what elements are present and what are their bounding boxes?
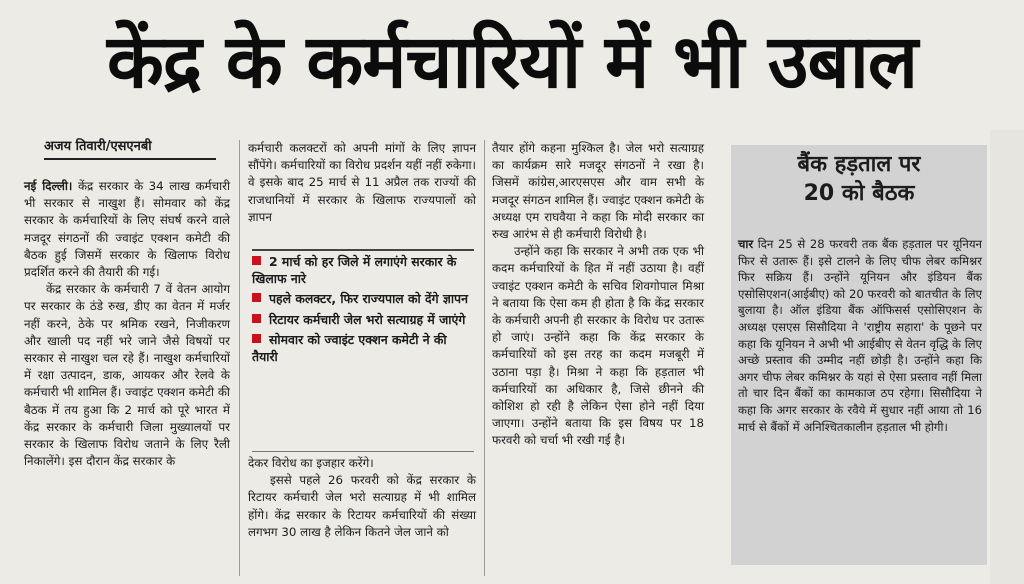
paragraph-text: केंद्र सरकार के 34 लाख कर्मचारी भी सरकार से नाखुश हैं। सोमवार को केंद्र सरकार के कर्मचारियों के लिए संघर्ष करने वाले मजदूर संगठनों की ज्वाइंट एक्शन कमेटी की बैठक हुई जिसमें सरकार के खिलाफ विरोध प्रदर्शित करने की तैयारी की गई। (24, 179, 231, 280)
bullet-square-icon (252, 293, 261, 302)
paragraph: इससे पहले 26 फरवरी को केंद्र सरकार के रिटायर कर्मचारी जेल भरो सत्याग्रह में भी शामिल होंगे। केंद्र सरकार के रिटायर कर्मचारियों की संख्या लगभग 30 लाख है लेकिन कितने जेल जाने को (248, 473, 476, 539)
headline: केंद्र के कर्मचारियों में भी उबाल (106, 19, 918, 105)
highlight-text: सोमवार को ज्वाइंट एक्शन कमेटी ने की तैयारी (252, 331, 447, 365)
dateline: नई दिल्ली। (24, 179, 73, 193)
column-1 (24, 178, 230, 470)
bullet-square-icon (252, 334, 261, 343)
box-body (738, 236, 982, 435)
box-title-line-2: 20 को बैठक (803, 181, 915, 206)
adjacent-page-edge (990, 130, 1024, 584)
column-2 (248, 140, 476, 226)
box-title (731, 150, 987, 208)
highlight-item (252, 311, 474, 328)
column-2-lower (248, 455, 476, 541)
bullet-square-icon (252, 314, 261, 323)
highlight-item (252, 253, 474, 287)
column-3 (492, 140, 704, 450)
highlights-box (252, 249, 474, 452)
paragraph: कर्मचारी कलक्टरों को अपनी मांगों के लिए ज्ञापन सौंपेंगे। कर्मचारियों का विरोध प्रदर्शन यहीं नहीं रुकेगा। वे इसके बाद 25 मार्च से 11 अप्रैल तक राज्यों की राजधानियों में सरकार के खिलाफ राज्यपालों को ज्ञापन (248, 141, 476, 224)
paragraph: तैयार होंगे कहना मुश्किल है। जेल भरो सत्याग्रह का कार्यक्रम सारे मजदूर संगठनों ने रखा है। जिसमें कांग्रेस,आरएसएस और वाम सभी के मजदूर संगठन शामिल हैं। ज्वाइंट एक्शन कमेटी के अध्यक्ष एम राघवैया ने कहा कि मोदी सरकार का रुख आरंभ से ही कर्मचारी विरोधी है। (492, 141, 704, 242)
lead-word: चार (738, 237, 754, 251)
paragraph: देकर विरोध का इजहार करेंगे। (248, 456, 374, 470)
highlight-item (252, 290, 474, 307)
byline: अजय तिवारी/एसएनबी (44, 136, 216, 160)
box-title-line-1: बैंक हड़ताल पर (797, 152, 921, 177)
paragraph (24, 178, 230, 281)
paragraph: केंद्र सरकार के कर्मचारी 7 वें वेतन आयोग पर सरकार के ठंडे रुख, डीए का वेतन में मर्जर नहीं करने, ठेके पर श्रमिक रखने, निजीकरण और खाली पद नहीं भरे जाने जैसे विषयों पर सरकार से नाखुश चल रहे हैं। नाखुश कर्मचारियों में रक्षा उत्पादन, डाक, आयकर और रेलवे के कर्मचारी भी शामिल हैं। ज्वाइंट एक्शन कमेटी की बैठक में तय हुआ कि 2 मार्च को पूरे भारत में केंद्र सरकार के कर्मचारी जिला मुख्यालयों पर सरकार के खिलाफ विरोध जताने के लिए रैली निकालेंगे। इस दौरान केंद्र सरकार के (24, 282, 230, 469)
column-divider (484, 140, 485, 576)
highlight-item (252, 331, 474, 365)
highlight-text: 2 मार्च को हर जिले में लगाएंगे सरकार के खिलाफ नारे (252, 254, 457, 287)
column-divider (239, 140, 240, 576)
bullet-square-icon (252, 256, 261, 265)
highlight-text: पहले कलक्टर, फिर राज्यपाल को देंगे ज्ञापन (269, 291, 468, 307)
paragraph (738, 236, 982, 435)
paragraph-text: दिन 25 से 28 फरवरी तक बैंक हड़ताल पर यूनियन फिर से उतारू हैं। इसे टालने के लिए चीफ लेबर कमिश्नर फिर सक्रिय हैं। उन्होंने यूनियन और इंडियन बैंक एसोसिएशन(आईबीए) को 20 फरवरी को बातचीत के लिए बुलाया है। ऑल इंडिया बैंक ऑफिसर्स एसोसिएशन के अध्यक्ष एसएस सिसौदिया ने 'राष्ट्रीय सहारा' के पूछने पर कहा कि यूनियन ने अभी भी आईबीए से वेतन वृद्धि के लिए अच्छे प्रस्ताव की उम्मीद नहीं छोड़ी है। उन्होंने कहा कि अगर चीफ लेबर कमिश्नर के यहां से ऐसा प्रस्ताव नहीं मिला तो चार दिन बैंकों का कामकाज ठप रहेगा। सिसौदिया ने कहा कि अगर सरकार के रवैये में सुधार नहीं आया तो 16 मार्च से बैंकों में अनिश्चितकालीन हड़ताल भी होगी। (738, 237, 982, 434)
highlight-text: रिटायर कर्मचारी जेल भरो सत्याग्रह में जाएंगे (269, 311, 466, 327)
paragraph: उन्होंने कहा कि सरकार ने अभी तक एक भी कदम कर्मचारियों के हित में नहीं उठाया है। वहीं ज्वाइंट एक्शन कमेटी के सचिव शिवगोपाल मिश्रा ने बताया कि ऐसा कम ही होता है कि केंद्र सरकार के कर्मचारी अपनी ही सरकार के विरोध पर उतारू हो जाएं। उन्होंने कहा कि केंद्र सरकार के कर्मचारियों को इस तरह का कदम मजबूरी में उठाना पड़ा है। मिश्रा ने कहा कि हड़ताल भी कर्मचारियों का अधिकार है, जिसे छीनने की कोशिश हो रही है लेकिन ऐसा होने नहीं दिया जाएगा। उन्होंने बताया कि इस विषय पर 18 फरवरी को चर्चा भी रखी गई है। (492, 244, 704, 448)
